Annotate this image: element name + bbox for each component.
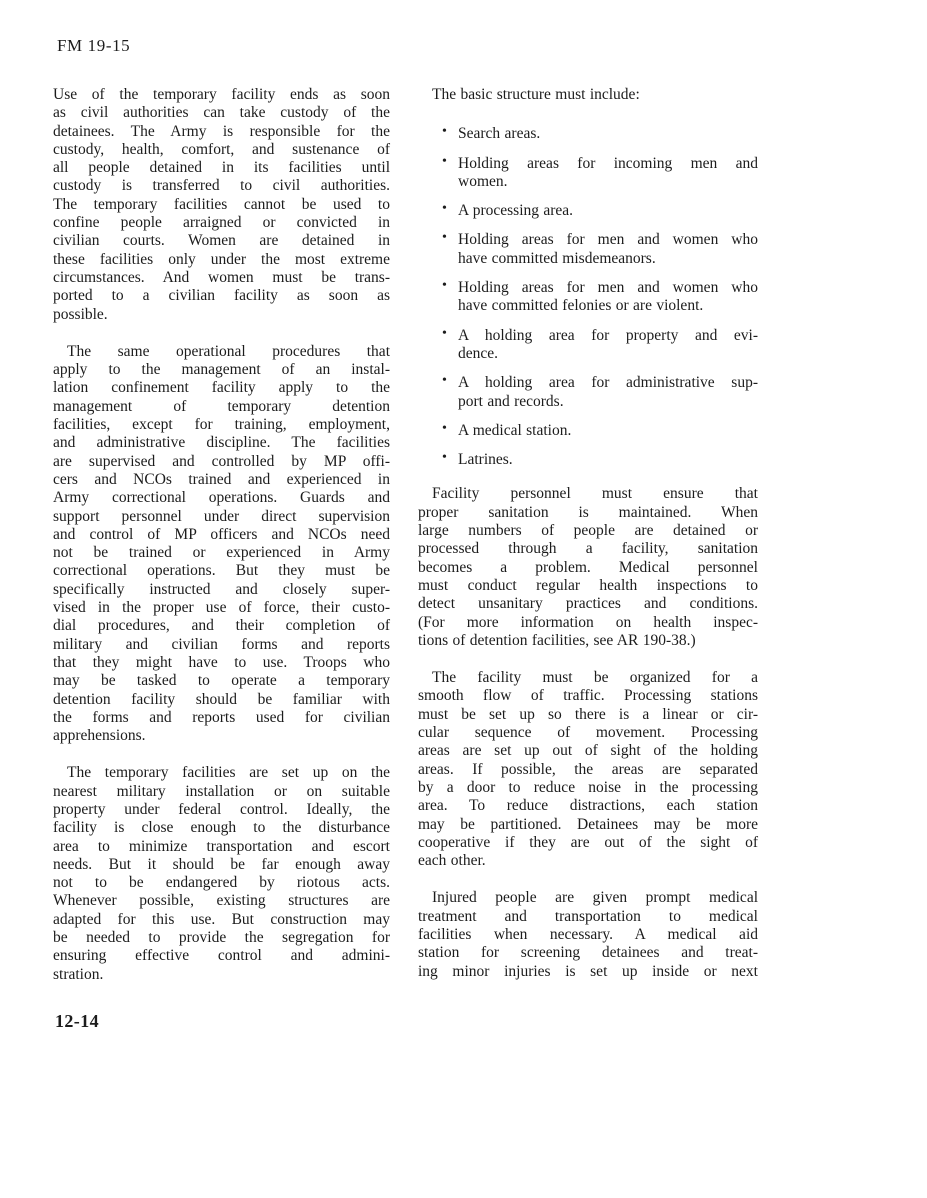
text-line: The temporary facilities are set up on the bbox=[67, 764, 390, 782]
paragraph bbox=[53, 86, 390, 324]
text-line: ported to a civilian facility as soon as bbox=[53, 287, 390, 305]
text-line: property under federal control. Ideally, the bbox=[53, 800, 390, 818]
text-line: may be partitioned. Detainees may be more bbox=[418, 815, 758, 833]
text-line: Latrines. bbox=[458, 451, 513, 469]
bullet-icon: • bbox=[442, 230, 447, 246]
right-column bbox=[418, 86, 758, 981]
text-line: not be trained or experienced in Army bbox=[53, 544, 390, 562]
text-line: dial procedures, and their completion of bbox=[53, 617, 390, 635]
text-line: these facilities only under the most extreme bbox=[53, 250, 390, 268]
text-line: A holding area for administrative sup- bbox=[458, 374, 758, 392]
text-line: may be tasked to operate a temporary bbox=[53, 672, 390, 690]
list-item-text bbox=[458, 422, 758, 440]
text-line: by a door to reduce noise in the processing bbox=[418, 778, 758, 796]
text-line: stration. bbox=[53, 965, 104, 983]
list-item bbox=[418, 202, 758, 220]
text-line: (For more information on health inspec- bbox=[418, 613, 758, 631]
text-line: and administrative discipline. The facilities bbox=[53, 434, 390, 452]
list-item bbox=[418, 279, 758, 316]
text-line: cooperative if they are out of the sight of bbox=[418, 833, 758, 851]
text-line: ing minor injuries is set up inside or next bbox=[418, 962, 758, 980]
text-line: dence. bbox=[458, 344, 499, 362]
page-body bbox=[53, 86, 758, 984]
paragraph bbox=[418, 86, 758, 104]
text-line: and control of MP officers and NCOs need bbox=[53, 525, 390, 543]
text-line: becomes a problem. Medical personnel bbox=[418, 558, 758, 576]
text-line: Injured people are given prompt medical bbox=[432, 889, 758, 907]
bullet-icon: • bbox=[442, 420, 447, 436]
text-line: needs. But it should be far enough away bbox=[53, 855, 390, 873]
text-line: port and records. bbox=[458, 392, 564, 410]
list-item bbox=[418, 231, 758, 268]
text-line: Army correctional operations. Guards and bbox=[53, 489, 390, 507]
text-line: Whenever possible, existing structures are bbox=[53, 892, 390, 910]
text-line: have committed misdemeanors. bbox=[458, 249, 656, 267]
list-item bbox=[418, 374, 758, 411]
bullet-icon: • bbox=[442, 450, 447, 466]
text-line: all people detained in its facilities until bbox=[53, 159, 390, 177]
paragraph bbox=[418, 889, 758, 980]
page-header: FM 19-15 bbox=[57, 36, 131, 55]
text-line: station for screening detainees and treat- bbox=[418, 944, 758, 962]
text-line: detention facility should be familiar with bbox=[53, 690, 390, 708]
paragraph bbox=[53, 343, 390, 746]
text-line: must be set up so there is a linear or cir- bbox=[418, 705, 758, 723]
text-line: The same operational procedures that bbox=[67, 342, 390, 360]
list-item bbox=[418, 155, 758, 192]
text-line: civilian courts. Women are detained in bbox=[53, 232, 390, 250]
text-line: A processing area. bbox=[458, 202, 574, 220]
list-item-text bbox=[458, 202, 758, 220]
text-line: treatment and transportation to medical bbox=[418, 907, 758, 925]
list-item bbox=[418, 327, 758, 364]
text-line: as civil authorities can take custody of the bbox=[53, 104, 390, 122]
text-line: Search areas. bbox=[458, 125, 541, 143]
text-line: not to be endangered by riotous acts. bbox=[53, 874, 390, 892]
list-item bbox=[418, 125, 758, 143]
text-line: lation confinement facility apply to the bbox=[53, 379, 390, 397]
text-line: large numbers of people are detained or bbox=[418, 522, 758, 540]
left-column bbox=[53, 86, 390, 984]
text-line: nearest military installation or on suitable bbox=[53, 782, 390, 800]
text-line: that they might have to use. Troops who bbox=[53, 653, 390, 671]
text-line: area to minimize transportation and escort bbox=[53, 837, 390, 855]
text-line: custody is transferred to civil authorities. bbox=[53, 177, 390, 195]
text-line: the forms and reports used for civilian bbox=[53, 708, 390, 726]
text-line: specifically instructed and closely super- bbox=[53, 580, 390, 598]
list-item-text bbox=[458, 451, 758, 469]
paragraph bbox=[418, 485, 758, 650]
list-item-text bbox=[458, 155, 758, 192]
text-line: cers and NCOs trained and experienced in bbox=[53, 470, 390, 488]
text-line: custody, health, comfort, and sustenance of bbox=[53, 140, 390, 158]
text-line: possible. bbox=[53, 305, 108, 323]
text-line: must conduct regular health inspections to bbox=[418, 576, 758, 594]
text-line: adapted for this use. But construction may bbox=[53, 910, 390, 928]
text-line: confine people arraigned or convicted in bbox=[53, 214, 390, 232]
text-line: facilities when necessary. A medical aid bbox=[418, 925, 758, 943]
text-line: are supervised and controlled by MP offi- bbox=[53, 452, 390, 470]
bullet-icon: • bbox=[442, 124, 447, 140]
text-line: The basic structure must include: bbox=[432, 86, 640, 103]
text-line: facilities, except for training, employment, bbox=[53, 416, 390, 434]
text-line: facility is close enough to the disturbance bbox=[53, 819, 390, 837]
text-line: Facility personnel must ensure that bbox=[432, 485, 758, 503]
text-line: tions of detention facilities, see AR 190-38.) bbox=[418, 631, 696, 649]
text-line: detainees. The Army is responsible for the bbox=[53, 122, 390, 140]
text-line: military and civilian forms and reports bbox=[53, 635, 390, 653]
text-line: vised in the proper use of force, their custo- bbox=[53, 599, 390, 617]
bullet-icon: • bbox=[442, 201, 447, 217]
bullet-icon: • bbox=[442, 153, 447, 169]
text-line: processed through a facility, sanitation bbox=[418, 540, 758, 558]
page-number: 12-14 bbox=[55, 1011, 99, 1031]
text-line: ensuring effective control and admini- bbox=[53, 947, 390, 965]
text-line: each other. bbox=[418, 852, 486, 870]
bullet-list bbox=[418, 123, 758, 469]
text-line: apprehensions. bbox=[53, 727, 146, 745]
list-item-text bbox=[458, 125, 758, 143]
text-line: smooth flow of traffic. Processing stations bbox=[418, 687, 758, 705]
text-line: The facility must be organized for a bbox=[432, 669, 758, 687]
list-item-text bbox=[458, 231, 758, 268]
text-line: Holding areas for men and women who bbox=[458, 279, 758, 297]
text-line: women. bbox=[458, 172, 508, 190]
text-line: correctional operations. But they must be bbox=[53, 562, 390, 580]
list-item bbox=[418, 422, 758, 440]
text-line: areas are set up out of sight of the holding bbox=[418, 742, 758, 760]
text-line: Use of the temporary facility ends as soon bbox=[53, 86, 390, 103]
bullet-icon: • bbox=[442, 373, 447, 389]
paragraph bbox=[418, 669, 758, 870]
bullet-icon: • bbox=[442, 278, 447, 294]
text-line: Holding areas for men and women who bbox=[458, 231, 758, 249]
text-line: area. To reduce distractions, each station bbox=[418, 797, 758, 815]
text-line: management of temporary detention bbox=[53, 397, 390, 415]
text-line: cular sequence of movement. Processing bbox=[418, 724, 758, 742]
text-line: The temporary facilities cannot be used to bbox=[53, 195, 390, 213]
text-line: circumstances. And women must be trans- bbox=[53, 268, 390, 286]
text-line: A medical station. bbox=[458, 421, 572, 439]
list-item-text bbox=[458, 279, 758, 316]
list-item bbox=[418, 451, 758, 469]
text-line: apply to the management of an instal- bbox=[53, 361, 390, 379]
text-line: A holding area for property and evi- bbox=[458, 326, 758, 344]
text-line: Holding areas for incoming men and bbox=[458, 154, 758, 172]
text-line: detect unsanitary practices and conditions. bbox=[418, 595, 758, 613]
list-item-text bbox=[458, 374, 758, 411]
text-line: be needed to provide the segregation for bbox=[53, 929, 390, 947]
text-line: have committed felonies or are violent. bbox=[458, 297, 704, 315]
text-line: areas. If possible, the areas are separated bbox=[418, 760, 758, 778]
text-line: support personnel under direct supervision bbox=[53, 507, 390, 525]
text-line: proper sanitation is maintained. When bbox=[418, 503, 758, 521]
paragraph bbox=[53, 764, 390, 984]
list-item-text bbox=[458, 327, 758, 364]
bullet-icon: • bbox=[442, 325, 447, 341]
